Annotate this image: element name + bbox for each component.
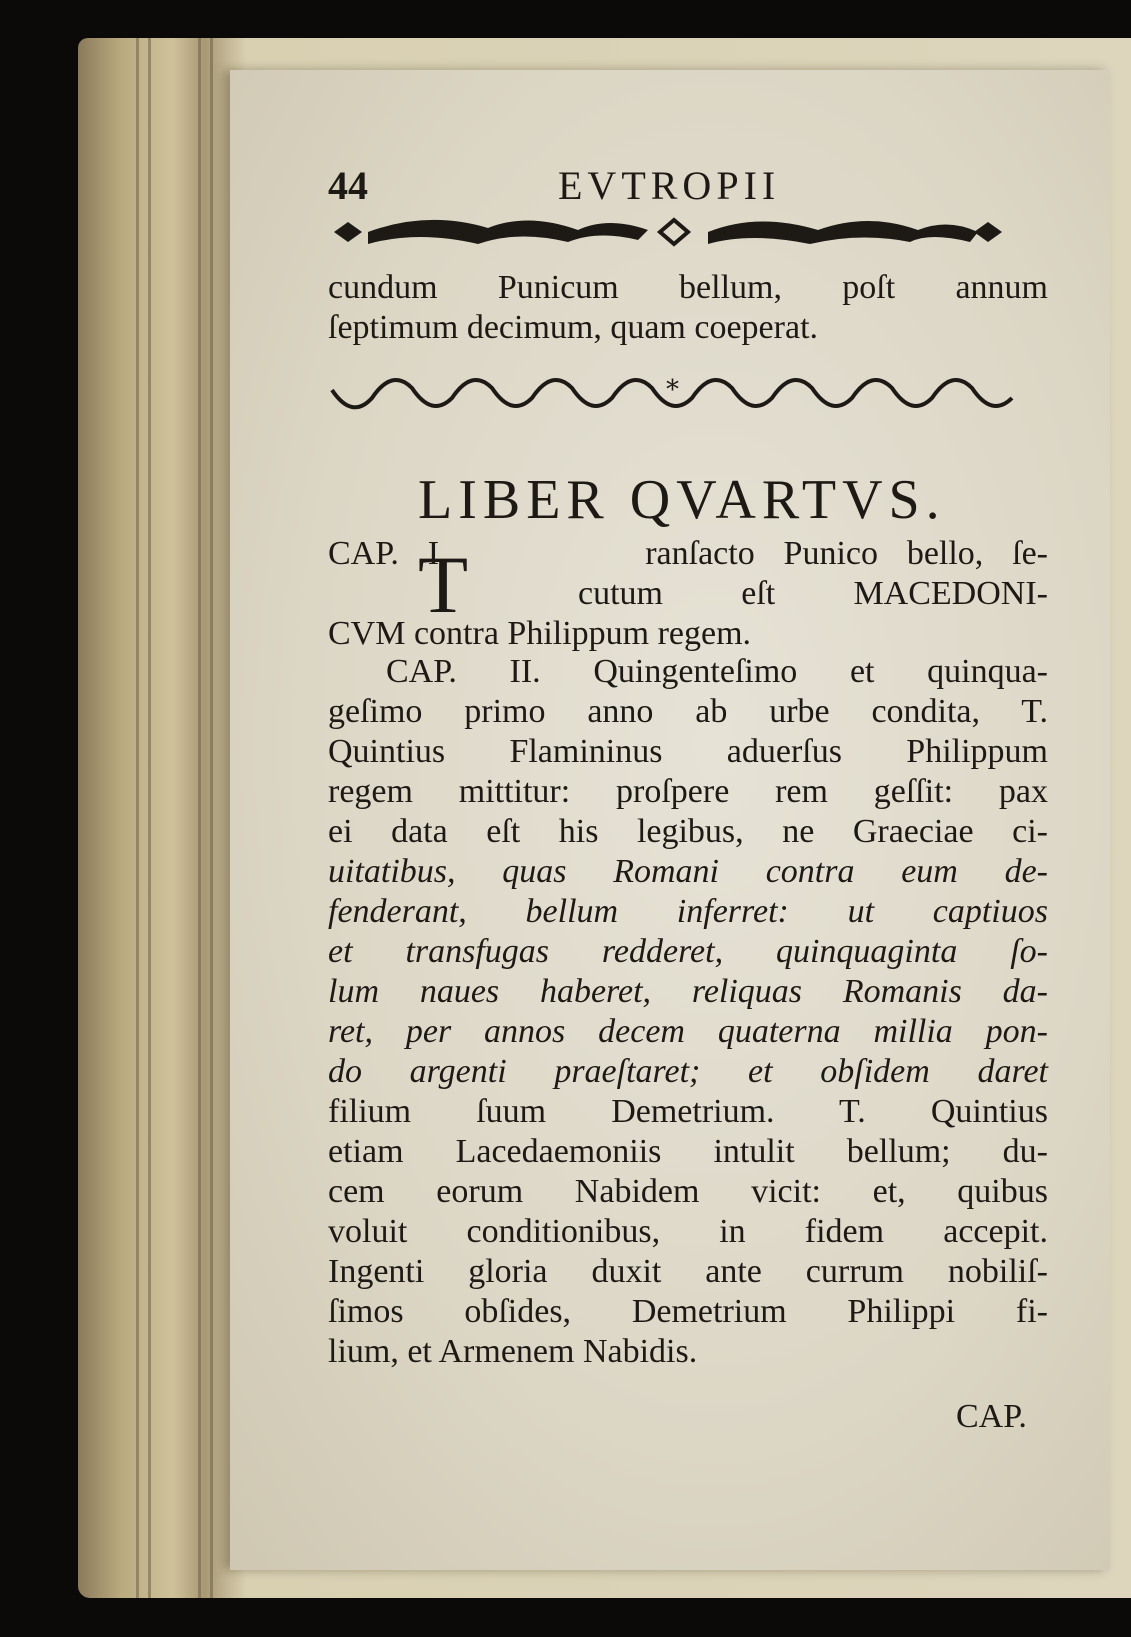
text-line: regem mittitur: proſpere rem geſſit: pax xyxy=(328,773,1048,810)
text-line: voluit conditionibus, in fidem accepit. xyxy=(328,1213,1048,1250)
text-line: ſimos obſides, Demetrium Philippi fi- xyxy=(328,1293,1048,1330)
running-title: EVTROPII xyxy=(558,163,781,208)
text-line: CVM contra Philippum regem. xyxy=(328,615,752,652)
text-line: Ingenti gloria duxit ante currum nobiliſ- xyxy=(328,1253,1048,1290)
catchword: CAP. xyxy=(956,1398,1027,1435)
text-line: geſimo primo anno ab urbe condita, T. xyxy=(328,693,1048,730)
page-edge xyxy=(198,38,201,1598)
text-line: lum naues haberet, reliquas Romanis da- xyxy=(328,973,1048,1010)
text-line: et transfugas redderet, quinquaginta ſo- xyxy=(328,933,1048,970)
page-edge xyxy=(148,38,151,1598)
text-line: ret, per annos decem quaterna millia pon- xyxy=(328,1013,1048,1050)
text-line: fenderant, bellum inferret: ut captiuos xyxy=(328,893,1048,930)
text-line: uitatibus, quas Romani contra eum de- xyxy=(328,853,1048,890)
text-line: ranſacto Punico bello, ſe- xyxy=(645,535,1049,572)
text-line: filium ſuum Demetrium. T. Quintius xyxy=(328,1093,1048,1130)
text-line: cutum eſt MACEDONI- xyxy=(578,575,1048,612)
text-line: CAP. II. Quingenteſimo et quinqua- xyxy=(386,653,1048,690)
drop-cap: T xyxy=(418,539,469,630)
page-number: 44 xyxy=(328,163,368,208)
continuation-text xyxy=(328,268,1048,348)
chapter-label: CAP. I. xyxy=(328,535,448,572)
page-edge xyxy=(136,38,139,1598)
section-ornament xyxy=(328,368,1048,428)
text-line: cem eorum Nabidem vicit: et, quibus xyxy=(328,1173,1048,1210)
svg-text:*: * xyxy=(666,375,679,405)
chapter-2 xyxy=(328,652,1048,1372)
text-line: lium, et Armenem Nabidis. xyxy=(328,1333,698,1370)
text-line: etiam Lacedaemoniis intulit bellum; du- xyxy=(328,1133,1048,1170)
text-line: do argenti praeſtaret; et obſidem daret xyxy=(328,1053,1048,1090)
book-title: LIBER QVARTVS. xyxy=(418,469,946,531)
text-line: ei data eſt his legibus, ne Graeciae ci- xyxy=(328,813,1048,850)
text-line: ſeptimum decimum, quam coeperat. xyxy=(328,309,819,346)
page-edge xyxy=(210,38,213,1598)
text-line: cundum Punicum bellum, poſt annum xyxy=(328,269,1048,306)
header-ornament xyxy=(328,214,1048,250)
page-header xyxy=(328,162,988,214)
text-line: Quintius Flamininus aduerſus Philippum xyxy=(328,733,1048,770)
